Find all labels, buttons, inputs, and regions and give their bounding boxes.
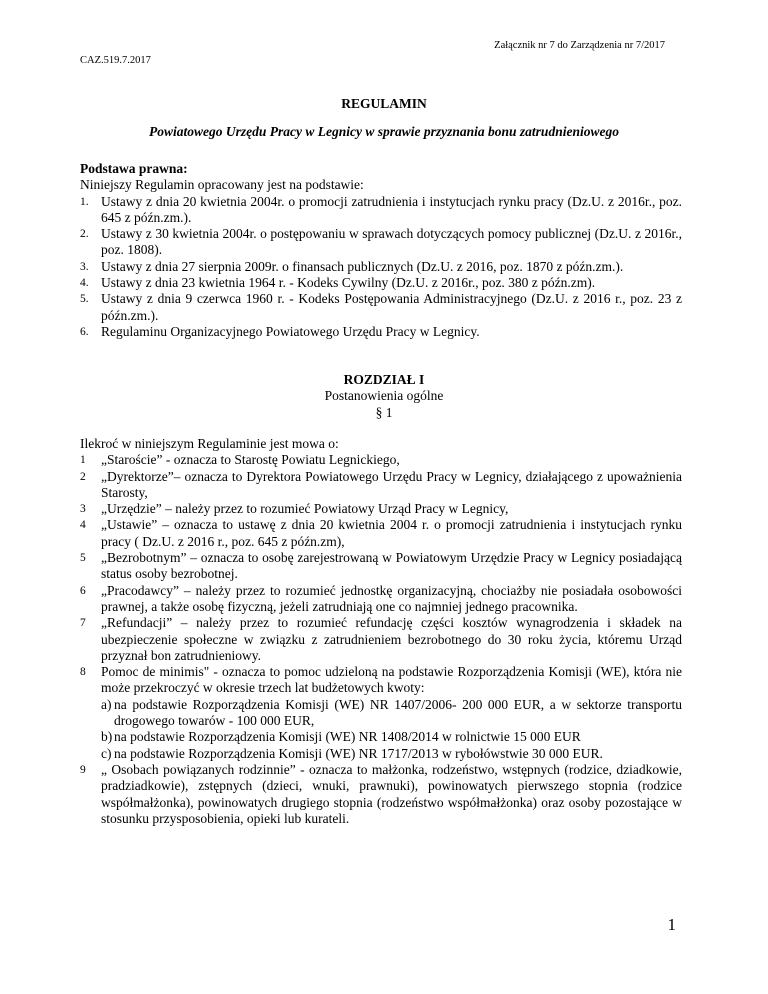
definition-subitem xyxy=(80,746,682,762)
chapter-subtitle: Postanowienia ogólne xyxy=(324,388,444,404)
legal-basis-intro: Niniejszy Regulamin opracowany jest na podstawie: xyxy=(80,177,364,193)
item-number: 2. xyxy=(80,228,89,241)
item-number: 7 xyxy=(80,617,86,630)
item-text: Ustawy z 30 kwietnia 2004r. o postępowaniu w sprawach dotyczących pomocy publicznej (Dz.U. z 2016r., poz. 1808). xyxy=(101,226,682,258)
item-text: Ustawy z dnia 23 kwietnia 1964 r. - Kodeks Cywilny (Dz.U. z 2016r., poz. 380 z późn.zm). xyxy=(101,275,596,291)
page-number: 1 xyxy=(667,915,676,934)
item-text: „Urzędzie” – należy przez to rozumieć Powiatowy Urząd Pracy w Legnicy, xyxy=(101,501,509,517)
definition-item xyxy=(80,583,682,616)
subitem-letter: b) xyxy=(101,729,113,745)
item-number: 9 xyxy=(80,763,86,776)
item-text: „ Osobach powiązanych rodzinnie” - oznacza to małżonka, rodzeństwo, wstępnych (rodzice, dziadkowie, pradziadkowie), zstępnych (dzieci, wnuki, prawnuki), powinowatych pierwszego stopnia (rodzice współmałżonka), powinowatych drugiego stopnia (rodzeństwo współmałżonka) oraz osoby pozostające w stosunku przysposobienia, opieki lub kurateli. xyxy=(101,761,682,826)
legal-basis-item xyxy=(80,291,682,324)
reference-number: CAZ.519.7.2017 xyxy=(80,55,151,66)
definition-item xyxy=(80,762,682,827)
section-mark: § 1 xyxy=(375,404,393,420)
definition-item xyxy=(80,664,682,697)
item-text: „Staroście” - oznacza to Starostę Powiatu Legnickiego, xyxy=(101,452,400,468)
legal-basis-item xyxy=(80,324,682,340)
document-subtitle: Powiatowego Urzędu Pracy w Legnicy w sprawie przyznania bonu zatrudnieniowego xyxy=(149,124,619,139)
legal-basis-item xyxy=(80,275,682,291)
item-text: „Ustawie” – oznacza to ustawę z dnia 20 kwietnia 2004 r. o promocji zatrudnienia i instytucjach rynku pracy ( Dz.U. z 2016 r., poz. 645 z późn.zm), xyxy=(101,517,682,549)
item-text: Regulaminu Organizacyjnego Powiatowego Urzędu Pracy w Legnicy. xyxy=(101,323,480,339)
annex-note: Załącznik nr 7 do Zarządzenia nr 7/2017 xyxy=(494,40,665,51)
item-number: 1 xyxy=(80,454,86,467)
item-text: Ustawy z dnia 27 sierpnia 2009r. o finansach publicznych (Dz.U. z 2016, poz. 1870 z późn.zm.). xyxy=(101,258,624,274)
definitions-intro: Ilekroć w niniejszym Regulaminie jest mowa o: xyxy=(80,436,339,451)
definition-item xyxy=(80,550,682,583)
definition-item xyxy=(80,501,682,517)
item-number: 2 xyxy=(80,470,86,483)
chapter-heading xyxy=(0,372,768,421)
item-text: Pomoc de minimis" - oznacza to pomoc udzieloną na podstawie Rozporządzenia Komisji (WE), która nie może przekroczyć w okresie trzech lat budżetowych kwoty: xyxy=(101,664,682,696)
definition-item xyxy=(80,615,682,664)
subitem-text: na podstawie Rozporządzenia Komisji (WE) NR 1717/2013 w rybołówstwie 30 000 EUR. xyxy=(114,745,603,761)
subitem-text: na podstawie Rozporządzenia Komisji (WE) NR 1407/2006- 200 000 EUR, a w sektorze transportu drogowego towarów - 100 000 EUR, xyxy=(114,696,682,729)
legal-basis-item xyxy=(80,194,682,227)
subitem-text: na podstawie Rozporządzenia Komisji (WE) NR 1408/2014 w rolnictwie 15 000 EUR xyxy=(114,729,581,745)
subitem-letter: a) xyxy=(101,696,112,712)
definition-subitem xyxy=(80,729,682,745)
item-number: 4 xyxy=(80,519,86,532)
definition-item xyxy=(80,517,682,550)
definitions xyxy=(80,436,682,827)
item-text: Ustawy z dnia 20 kwietnia 2004r. o promocji zatrudnienia i instytucjach rynku pracy (Dz.U. z 2016r., poz. 645 z późn.zm.). xyxy=(101,193,682,225)
item-number: 5 xyxy=(80,552,86,565)
chapter-title: ROZDZIAŁ I xyxy=(343,372,425,387)
item-text: Ustawy z dnia 9 czerwca 1960 r. - Kodeks Postępowania Administracyjnego (Dz.U. z 2016 r., poz. 23 z późn.zm.). xyxy=(101,291,682,323)
legal-basis-heading: Podstawa prawna: xyxy=(80,161,188,176)
legal-basis xyxy=(80,161,682,340)
item-text: „Refundacji” – należy przez to rozumieć refundację części kosztów wynagrodzenia i składek na ubezpieczenie społeczne w związku z zatrudnieniem bezrobotnego do 30 roku życia, któremu Urząd przyznał bon zatrudnieniowy. xyxy=(101,615,682,663)
item-text: „Dyrektorze”– oznacza to Dyrektora Powiatowego Urzędu Pracy w Legnicy, działającego z upoważnienia Starosty, xyxy=(101,468,682,500)
legal-basis-item xyxy=(80,259,682,275)
item-number: 3 xyxy=(80,503,86,516)
document-title: REGULAMIN xyxy=(341,96,427,111)
item-number: 4. xyxy=(80,277,89,290)
item-number: 6. xyxy=(80,325,89,338)
item-number: 3. xyxy=(80,260,89,273)
subitem-letter: c) xyxy=(101,745,112,761)
definition-item xyxy=(80,469,682,502)
item-number: 8 xyxy=(80,666,86,679)
definition-item xyxy=(80,452,682,468)
definition-subitem xyxy=(80,697,682,730)
item-number: 1. xyxy=(80,195,89,208)
item-text: „Bezrobotnym” – oznacza to osobę zarejestrowaną w Powiatowym Urzędzie Pracy w Legnicy posiadającą status osoby bezrobotnej. xyxy=(101,550,682,582)
item-text: „Pracodawcy” – należy przez to rozumieć jednostkę organizacyjną, chociażby nie posiadała osobowości prawnej, a także osobę fizyczną, jeżeli zatrudniają one co najmniej jednego pracownika. xyxy=(101,582,682,614)
item-number: 5. xyxy=(80,293,89,306)
item-number: 6 xyxy=(80,584,86,597)
legal-basis-item xyxy=(80,226,682,259)
